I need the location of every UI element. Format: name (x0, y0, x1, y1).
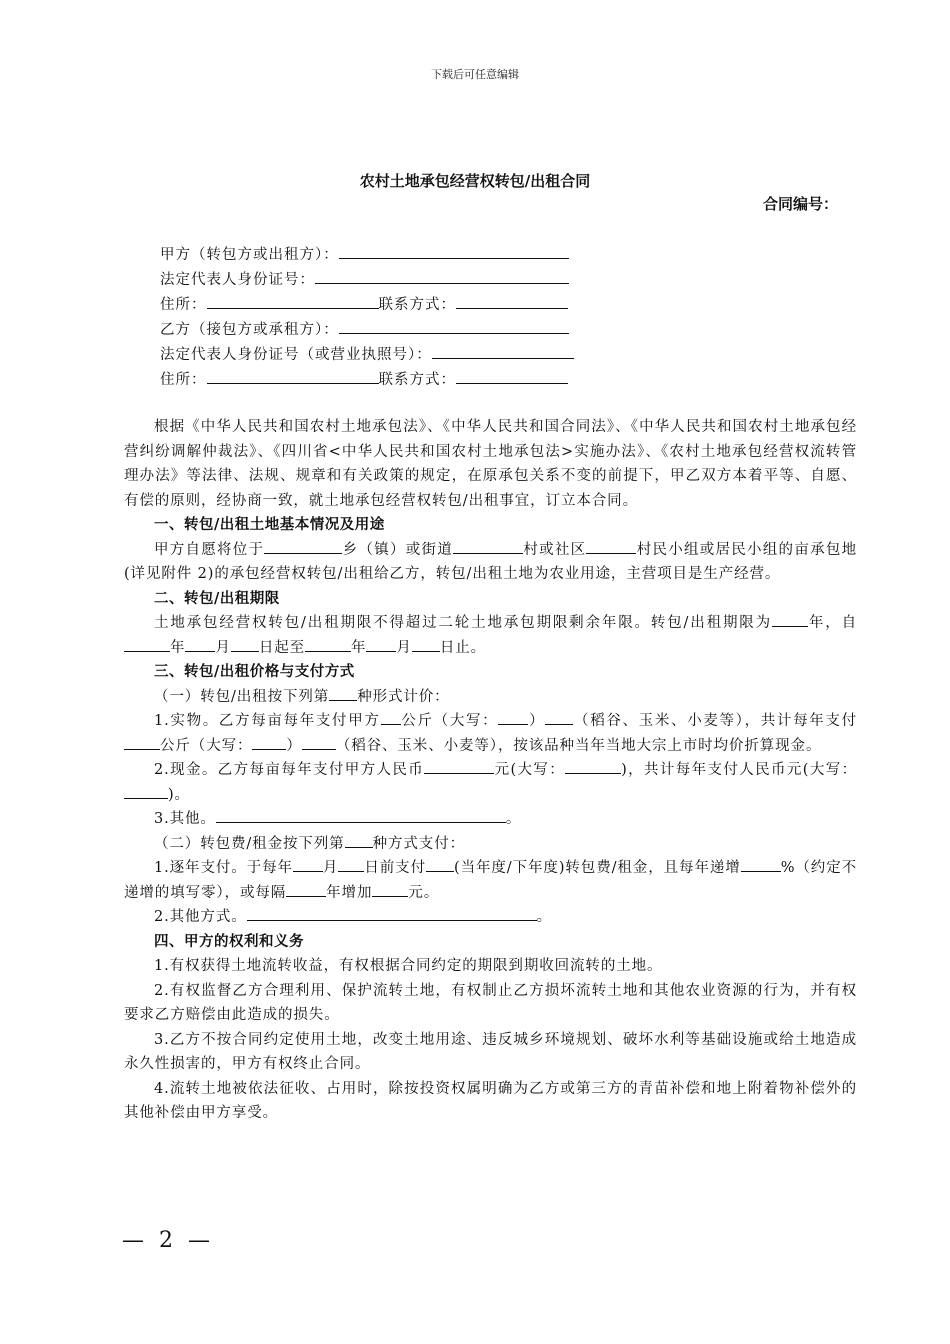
every-years-blank[interactable] (286, 881, 326, 897)
contact-label: 联系方式： (378, 297, 456, 313)
total-kg-blank[interactable] (124, 734, 160, 750)
section-4-item4: 4.流转土地被依法征收、占用时，除按投资权属明确为乙方或第三方的青苗补偿和地上附着物补偿外的其他补偿由甲方享受。 (124, 1080, 857, 1121)
party-b-contact-blank[interactable] (456, 368, 568, 384)
total-kg-words-blank[interactable] (252, 734, 286, 750)
start-day-blank[interactable] (231, 636, 259, 652)
village-blank[interactable] (453, 538, 523, 554)
term-years-blank[interactable] (772, 611, 808, 627)
section-3-item3: 3.其他。 。 (124, 807, 857, 832)
party-a-address-row (160, 293, 760, 318)
section-4-item1: 1.有权获得土地流转收益，有权根据合同约定的期限到期收回流转的土地。 (154, 958, 663, 974)
section-3-heading: 三、转包/出租价格与支付方式 (154, 663, 355, 680)
header-note: 下载后可任意编辑 (431, 68, 519, 81)
kg-per-mu-blank[interactable] (381, 709, 401, 725)
party-a-contact-blank[interactable] (456, 293, 568, 309)
party-b-address-blank[interactable] (207, 368, 379, 384)
start-year-blank[interactable] (124, 636, 170, 652)
end-day-blank[interactable] (412, 636, 440, 652)
increase-percent-blank[interactable] (741, 856, 781, 872)
address-label: 住所： (160, 372, 207, 388)
party-info-block (160, 243, 760, 393)
end-year-blank[interactable] (305, 636, 351, 652)
section-2-text: 土地承包经营权转包/出租期限不得超过二轮土地承包期限剩余年限。转包/出租期限为 年，自年 月 日起至 年 月 日止。 (124, 611, 857, 660)
section-3-item1: 1.实物。乙方每亩每年支付甲方 公斤（大写： ） （稻谷、玉米、小麦等），共计每年支付公斤（大写： ） （稻谷、玉米、小麦等），按该品种当年当地大宗上市时均价折算现金。 (124, 709, 857, 758)
section-3-payment2: 2.其他方式。 。 (124, 905, 857, 930)
pricing-form-blank[interactable] (329, 685, 357, 701)
crop-blank[interactable] (545, 709, 573, 725)
party-b-row (160, 318, 760, 343)
start-month-blank[interactable] (185, 636, 215, 652)
party-b-blank[interactable] (339, 318, 569, 334)
section-2-heading: 二、转包/出租期限 (154, 589, 280, 607)
payment-method-blank[interactable] (345, 832, 373, 848)
party-b-label: 乙方（接包方或承租方）： (160, 322, 339, 338)
section-3-item2: 2.现金。乙方每亩每年支付甲方人民币 元(大写： )，共计每年支付人民币元(大写：)。 (124, 758, 857, 807)
contract-title: 农村土地承包经营权转包/出租合同 (359, 172, 591, 190)
group-blank[interactable] (586, 538, 636, 554)
party-b-rep-id-blank[interactable] (432, 343, 574, 359)
party-a-rep-id-blank[interactable] (315, 268, 569, 284)
cash-per-mu-blank[interactable] (424, 758, 494, 774)
section-4-item2: 2.有权监督乙方合理利用、保护流转土地，有权制止乙方损坏流转土地和其他农业资源的行为，并有权要求乙方赔偿由此造成的损失。 (124, 982, 857, 1023)
party-b-rep-id-row (160, 343, 760, 368)
increase-amount-blank[interactable] (372, 881, 408, 897)
pay-month-blank[interactable] (293, 856, 323, 872)
kg-per-mu-words-blank[interactable] (498, 709, 528, 725)
party-a-blank[interactable] (339, 243, 569, 259)
contract-number-label: 合同编号： (762, 195, 838, 213)
section-3-sub2: （二）转包费/租金按下列第 种方式支付： (124, 832, 857, 857)
end-month-blank[interactable] (366, 636, 396, 652)
party-a-label: 甲方（转包方或出租方）： (160, 247, 339, 263)
section-1-text: 甲方自愿将位于 乡（镇）或街道 村或社区 村民小组或居民小组的亩承包地(详见附件 2)的承包经营权转包/出租给乙方，转包/出租土地为农业用途，主营项目是生产经营。 (124, 538, 857, 587)
section-1-heading: 一、转包/出租土地基本情况及用途 (154, 516, 385, 533)
contact-label: 联系方式： (378, 372, 456, 388)
party-a-rep-id-row (160, 268, 760, 293)
contract-body (124, 415, 857, 1126)
pay-year-type-blank[interactable] (426, 856, 454, 872)
section-3-sub1: （一）转包/出租按下列第 种形式计价： (124, 685, 857, 710)
page-number: — 2 — (122, 1228, 214, 1253)
section-4-item3: 3.乙方不按合同约定使用土地，改变土地用途、违反城乡环境规划、破坏水利等基础设施或给土地造成永久性损害的，甲方有权终止合同。 (124, 1031, 857, 1072)
party-b-rep-id-label: 法定代表人身份证号（或营业执照号）： (160, 347, 432, 363)
township-blank[interactable] (264, 538, 342, 554)
party-a-address-blank[interactable] (207, 293, 379, 309)
preamble: 根据《中华人民共和国农村土地承包法》、《中华人民共和国合同法》、《中华人民共和国农村土地承包经营纠纷调解仲裁法》、《四川省<中华人民共和国农村土地承包法>实施办法》、《农村土地承包经营权流转管理办法》等法律、法规、规章和有关政策的规定，在原承包关系不变的前提下，甲乙双方本着平等、自愿、有偿的原则，经协商一致，就土地承包经营权转包/出租事宜，订立本合同。 (124, 419, 857, 509)
section-4-heading: 四、甲方的权利和义务 (154, 932, 304, 950)
pay-day-blank[interactable] (338, 856, 364, 872)
total-cash-words-blank[interactable] (124, 783, 168, 799)
cash-per-mu-words-blank[interactable] (565, 758, 621, 774)
address-label: 住所： (160, 297, 207, 313)
party-a-rep-id-label: 法定代表人身份证号： (160, 272, 315, 288)
other-payment-blank[interactable] (247, 905, 537, 921)
section-3-payment1: 1.逐年支付。于每年 月 日前支付 (当年度/下年度)转包费/租金，且每年递增 %（约定不递增的填写零），或每隔 年增加 元。 (124, 856, 857, 905)
party-a-row (160, 243, 760, 268)
party-b-address-row (160, 368, 760, 393)
other-pricing-blank[interactable] (216, 807, 506, 823)
total-crop-blank[interactable] (302, 734, 336, 750)
